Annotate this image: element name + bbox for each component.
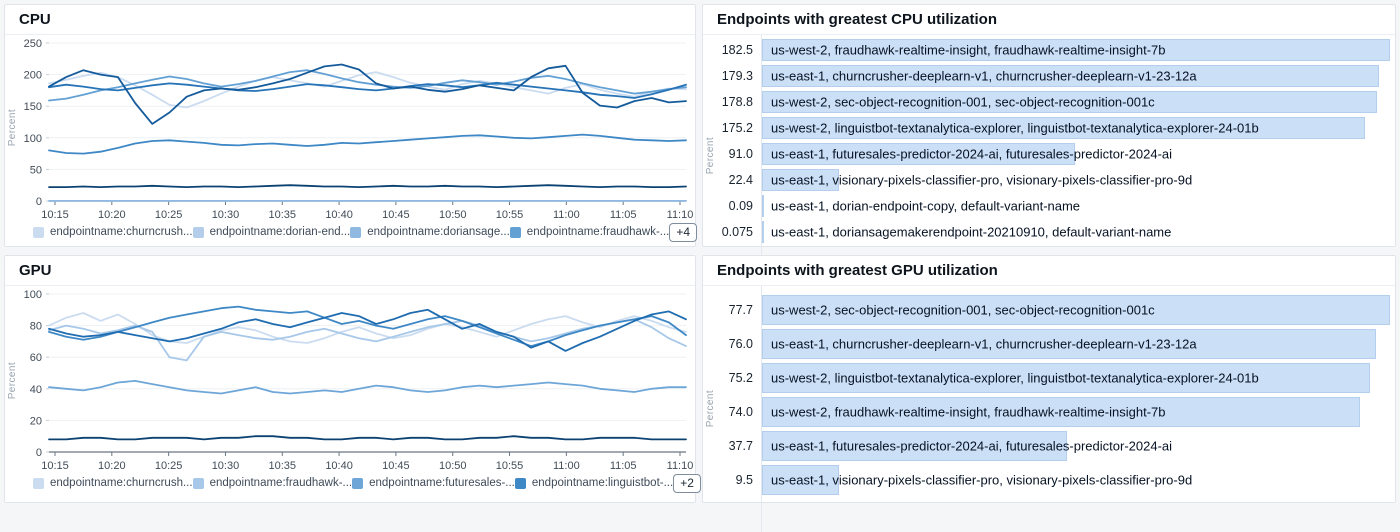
legend-item[interactable] [510,226,670,238]
bar-value: 9.5 [735,473,753,487]
legend-item[interactable] [33,477,193,489]
y-axis-label-text: Percent [7,362,18,400]
gpu-line-chart[interactable] [5,286,695,470]
bar-endpoint-label: us-west-2, sec-object-recognition-001, sec-object-recognition-001c [771,94,1155,110]
endpoint-bar-row[interactable] [721,89,1390,115]
y-tick-label: 80 [29,320,42,333]
y-tick-label: 50 [29,164,42,177]
bar-value: 0.075 [721,225,753,239]
x-tick-label: 11:05 [609,460,637,470]
gpu-panel-title: GPU [5,256,695,286]
legend-item-label: endpointname:doriansage... [367,226,510,238]
x-tick-label: 10:50 [438,460,467,470]
gpu-top-endpoints-panel [702,255,1396,503]
bar-value: 74.0 [728,405,753,419]
bar-value: 0.09 [728,199,753,213]
legend-item[interactable] [33,226,193,238]
x-tick-label: 10:40 [325,209,353,219]
endpoint-bar-row[interactable] [721,219,1390,245]
bar-value: 75.2 [728,371,753,385]
bar-value: 175.2 [721,121,753,135]
legend-item[interactable] [193,226,351,238]
bar-endpoint-label: us-west-2, linguistbot-textanalytica-explorer, linguistbot-textanalytica-explorer-24-01b [771,370,1259,386]
legend-swatch-icon [515,478,526,489]
legend-swatch-icon [193,478,204,489]
gpu-top-panel-title: Endpoints with greatest GPU utilization [703,256,1395,286]
cpu-bar-rows [721,35,1390,276]
legend-item-label: endpointname:futuresales-... [369,477,515,489]
bar-endpoint-label: us-east-1, dorian-endpoint-copy, default-variant-name [771,198,1081,214]
y-tick-label: 20 [29,415,42,428]
cpu-chart-panel [4,4,696,247]
x-tick-label: 10:45 [382,460,410,470]
bar-endpoint-label: us-west-2, fraudhawk-realtime-insight, fraudhawk-realtime-insight-7b [771,42,1166,58]
bar-endpoint-label: us-west-2, linguistbot-textanalytica-explorer, linguistbot-textanalytica-explorer-24-01b [771,120,1259,136]
x-tick-label: 10:15 [41,209,69,219]
y-tick-label: 100 [23,289,42,301]
y-tick-label: 0 [35,447,42,459]
y-tick-label: 150 [23,101,42,114]
bar-endpoint-label: us-west-2, sec-object-recognition-001, sec-object-recognition-001c [771,302,1155,318]
bar-value: 178.8 [721,95,753,109]
legend-item-label: endpointname:dorian-end... [209,226,351,238]
bar-endpoint-label: us-west-2, fraudhawk-realtime-insight, fraudhawk-realtime-insight-7b [771,404,1166,420]
endpoint-bar-row[interactable] [728,293,1390,327]
legend-item[interactable] [193,477,353,489]
bar-value: 91.0 [728,147,753,161]
y-tick-label: 40 [29,383,42,396]
legend-item-label: endpointname:linguistbot-... [531,477,674,489]
endpoint-bar-row[interactable] [735,463,1390,497]
cpu-top-body [703,35,1395,276]
legend-item-label: endpointname:fraudhawk-... [526,226,670,238]
bar-endpoint-label: us-east-1, doriansagemakerendpoint-20210910, default-variant-name [771,224,1172,240]
legend-item[interactable] [350,226,510,238]
endpoint-bar-row[interactable] [728,395,1390,429]
bar-endpoint-label: us-east-1, churncrusher-deeplearn-v1, churncrusher-deeplearn-v1-23-12a [771,68,1197,84]
x-tick-label: 10:25 [154,209,183,219]
x-tick-label: 11:10 [666,460,694,470]
x-tick-label: 11:05 [609,209,637,219]
bar-value: 77.7 [728,303,753,317]
x-tick-label: 10:40 [325,460,353,470]
legend-item-label: endpointname:churncrush... [50,226,193,238]
y-tick-label: 100 [23,132,42,145]
bar-value: 37.7 [728,439,753,453]
gpu-y-axis-label [7,286,18,476]
series-line-endpointname:visionary-pixels-classifier-pro[interactable] [49,185,686,187]
y-axis-label-text: Percent [705,136,716,175]
cpu-y-axis-label [7,35,18,220]
bar-endpoint-label: us-east-1, churncrusher-deeplearn-v1, churncrusher-deeplearn-v1-23-12a [771,336,1197,352]
cpu-line-chart[interactable] [5,35,695,219]
y-tick-label: 0 [35,196,42,208]
bar-value: 22.4 [728,173,753,187]
legend-swatch-icon [33,227,44,238]
gpu-top-y-axis-label [705,286,716,532]
bar-value: 76.0 [728,337,753,351]
endpoint-bar-row[interactable] [728,193,1390,219]
x-tick-label: 10:35 [268,209,297,219]
legend-overflow-badge[interactable]: +4 [669,223,697,242]
legend-item-label: endpointname:fraudhawk-... [209,477,353,489]
x-tick-label: 10:35 [268,460,297,470]
legend-item-label: endpointname:churncrush... [50,477,193,489]
x-tick-label: 10:55 [495,460,524,470]
gpu-legend [5,470,695,496]
x-tick-label: 11:00 [553,209,580,219]
legend-item[interactable] [515,477,673,489]
cpu-chart-body [5,35,695,246]
endpoint-bar-row[interactable] [728,141,1390,167]
utilization-bar[interactable] [762,195,764,217]
x-tick-label: 11:10 [666,209,694,219]
cpu-top-y-axis-label [705,35,716,276]
bar-endpoint-label: us-east-1, futuresales-predictor-2024-ai, futuresales-predictor-2024-ai [771,438,1173,454]
series-line-endpointname:futuresales-predictor-2024-ai[interactable] [49,381,686,394]
legend-swatch-icon [352,478,363,489]
bar-value: 182.5 [721,43,753,57]
gpu-chart-panel [4,255,696,503]
x-tick-label: 10:25 [154,460,183,470]
cpu-top-panel-title: Endpoints with greatest CPU utilization [703,5,1395,35]
y-tick-label: 60 [29,352,42,365]
legend-overflow-badge[interactable]: +2 [673,474,701,493]
y-tick-label: 200 [23,69,42,82]
x-tick-label: 10:30 [211,209,240,219]
y-axis-label-text: Percent [705,390,716,428]
bar-endpoint-label: us-east-1, visionary-pixels-classifier-pro, visionary-pixels-classifier-pro-9d [771,172,1193,188]
legend-item[interactable] [352,477,515,489]
legend-swatch-icon [33,478,44,489]
legend-swatch-icon [350,227,361,238]
x-tick-label: 10:30 [211,460,240,470]
x-tick-label: 10:15 [41,460,69,470]
y-tick-label: 250 [23,38,42,50]
endpoint-bar-row[interactable] [728,327,1390,361]
endpoint-bar-row[interactable] [721,63,1390,89]
endpoint-bar-row[interactable] [721,115,1390,141]
gpu-bar-rows [728,286,1390,532]
x-tick-label: 10:20 [98,460,126,470]
gpu-chart-body [5,286,695,502]
endpoint-bar-row[interactable] [728,167,1390,193]
gpu-top-body [703,286,1395,532]
x-tick-label: 10:55 [495,209,524,219]
y-axis-label-text: Percent [7,108,18,147]
cpu-legend [5,219,695,245]
utilization-bar[interactable] [762,221,764,243]
bar-endpoint-label: us-east-1, visionary-pixels-classifier-pro, visionary-pixels-classifier-pro-9d [771,472,1193,488]
endpoint-bar-row[interactable] [728,429,1390,463]
legend-swatch-icon [193,227,204,238]
x-tick-label: 10:45 [382,209,410,219]
bar-value: 179.3 [721,69,753,83]
x-tick-label: 10:50 [438,209,467,219]
endpoint-bar-row[interactable] [728,361,1390,395]
cpu-top-endpoints-panel [702,4,1396,247]
cpu-panel-title: CPU [5,5,695,35]
legend-swatch-icon [510,227,521,238]
x-tick-label: 11:00 [553,460,580,470]
bar-endpoint-label: us-east-1, futuresales-predictor-2024-ai, futuresales-predictor-2024-ai [771,146,1173,162]
series-line-endpointname:visionary-pixels-classifier-pro[interactable] [49,436,686,439]
endpoint-bar-row[interactable] [721,37,1390,63]
x-tick-label: 10:20 [98,209,126,219]
